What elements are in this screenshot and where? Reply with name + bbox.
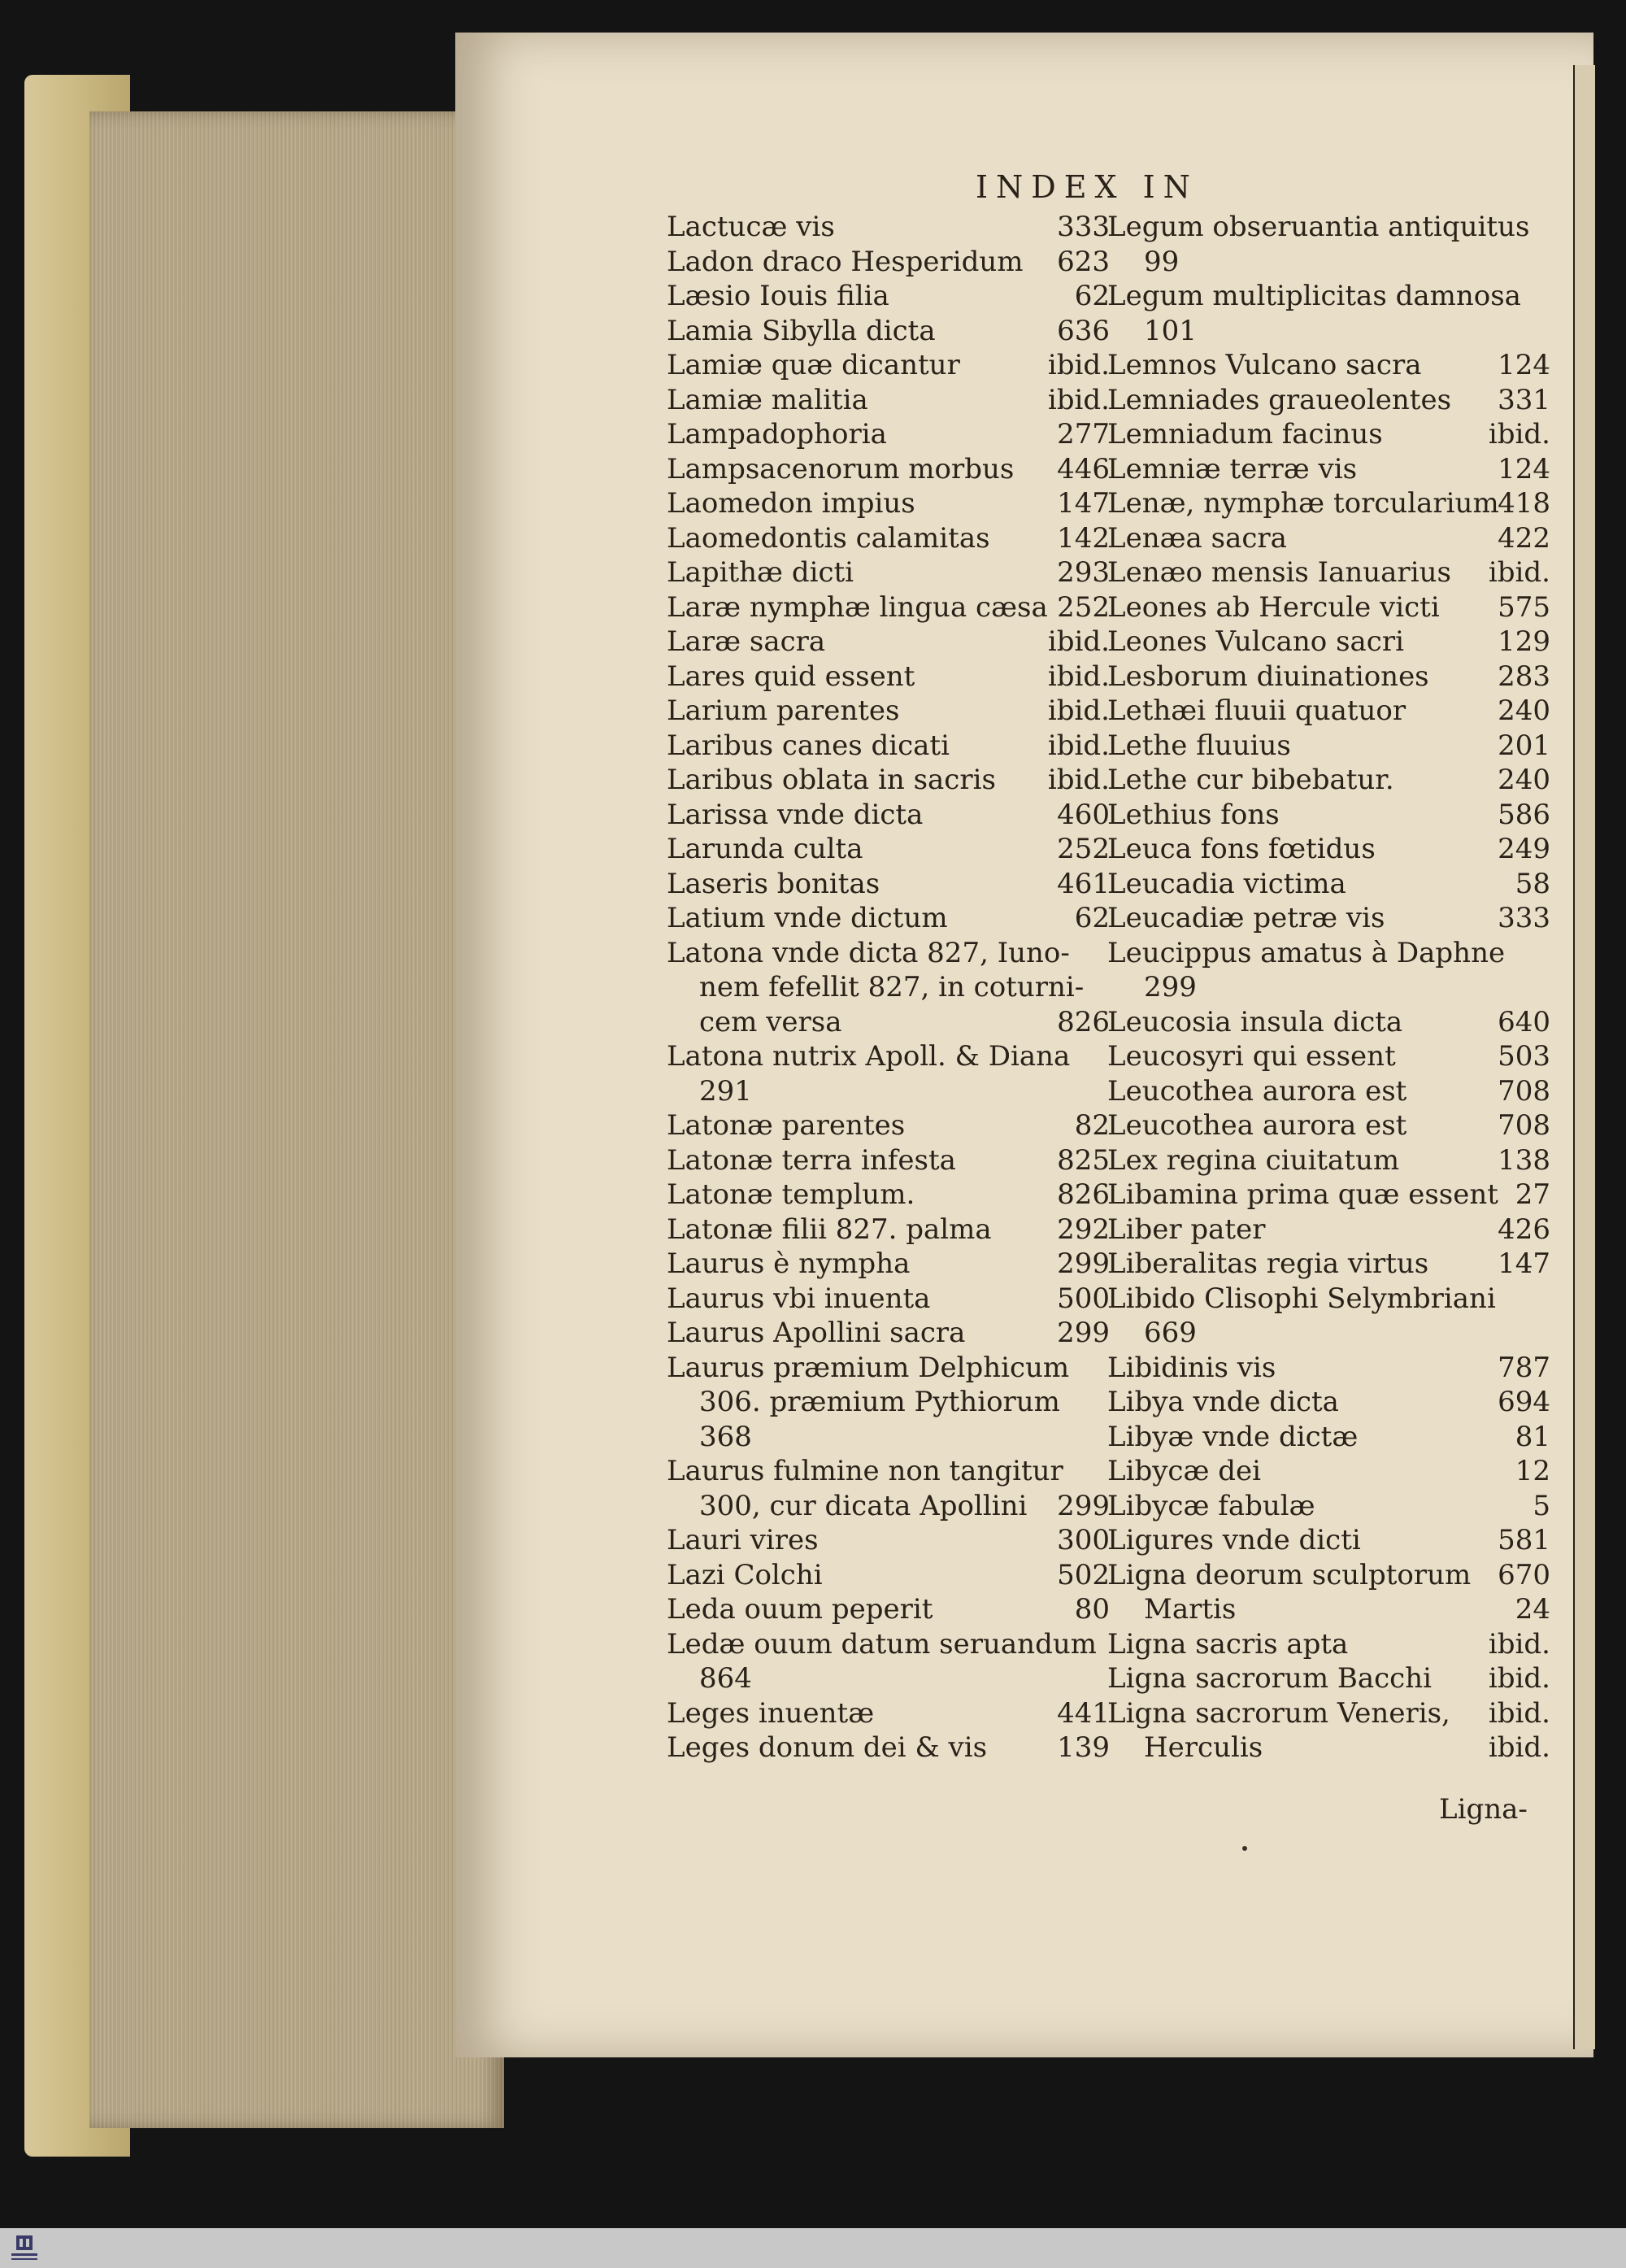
index-entry xyxy=(667,210,1110,245)
index-entry xyxy=(667,936,1110,971)
index-entry xyxy=(1107,694,1550,729)
index-term: Libamina prima quæ essent xyxy=(1107,1178,1498,1211)
index-term: Latonæ filii 827. palma xyxy=(667,1212,992,1246)
index-entry xyxy=(1107,936,1550,971)
index-page-ref: 694 xyxy=(1498,1386,1550,1418)
index-entry xyxy=(667,279,1110,314)
index-page-ref: 81 xyxy=(1515,1420,1550,1453)
index-entry xyxy=(1107,763,1550,798)
index-entry xyxy=(1107,245,1550,280)
index-entry xyxy=(667,1247,1110,1282)
index-entry xyxy=(1107,1108,1550,1143)
index-page-ref: 461 xyxy=(1057,867,1110,900)
index-term: Ligna sacris apta xyxy=(1107,1627,1349,1661)
index-term: Leges inuentæ xyxy=(667,1696,875,1730)
index-term: Ligna sacrorum Bacchi xyxy=(1107,1662,1432,1695)
index-term: Liberalitas regia virtus xyxy=(1107,1247,1429,1280)
index-entry xyxy=(667,763,1110,798)
index-entry xyxy=(667,970,1110,1005)
index-page-ref: ibid. xyxy=(1488,1662,1550,1695)
ink-speck xyxy=(1242,1846,1247,1851)
index-entry xyxy=(667,867,1110,902)
index-term: Ligures vnde dicti xyxy=(1107,1524,1361,1556)
index-entry xyxy=(1107,1074,1550,1109)
index-term: Lazi Colchi xyxy=(667,1558,823,1591)
index-entry xyxy=(1107,486,1550,521)
index-term: Ledæ ouum datum seruandum xyxy=(667,1627,1097,1661)
index-column-right xyxy=(1107,210,1550,1765)
index-term: Leuca fons fœtidus xyxy=(1107,833,1376,865)
index-term: Larium parentes xyxy=(667,694,900,727)
index-page-ref: 575 xyxy=(1498,590,1550,624)
index-entry xyxy=(667,729,1110,764)
index-term: Lactucæ vis xyxy=(667,211,835,243)
index-page-ref: 623 xyxy=(1057,245,1110,278)
index-page-ref: 293 xyxy=(1057,556,1110,589)
index-term: Lethe fluuius xyxy=(1107,729,1291,762)
index-page-ref: ibid. xyxy=(1047,764,1110,796)
index-entry xyxy=(667,901,1110,936)
index-page-ref: ibid. xyxy=(1488,1696,1550,1730)
index-term: Leucosia insula dicta xyxy=(1107,1005,1403,1038)
index-page-ref: 422 xyxy=(1498,521,1550,555)
index-entry xyxy=(1107,314,1550,349)
index-entry xyxy=(667,1316,1110,1351)
index-term: Leucippus amatus à Daphne xyxy=(1107,936,1506,969)
index-entry xyxy=(1107,1730,1550,1765)
index-page-ref: 300 xyxy=(1057,1524,1110,1556)
index-entry xyxy=(1107,1351,1550,1386)
index-entry xyxy=(1107,1558,1550,1593)
index-entry xyxy=(1107,625,1550,660)
index-term: Larunda culta xyxy=(667,833,863,865)
index-entry xyxy=(667,1523,1110,1558)
index-page-ref: ibid. xyxy=(1047,729,1110,762)
index-entry xyxy=(1107,1696,1550,1731)
index-entry xyxy=(1107,1005,1550,1040)
index-page-ref: 80 xyxy=(1074,1593,1110,1626)
index-entry xyxy=(667,486,1110,521)
index-entry xyxy=(667,521,1110,556)
index-term: 300, cur dicata Apollini xyxy=(699,1489,1028,1522)
index-entry xyxy=(667,1282,1110,1317)
index-page-ref: 124 xyxy=(1498,349,1550,381)
index-term: Laurus è nympha xyxy=(667,1247,911,1280)
index-term: Leucadiæ petræ vis xyxy=(1107,902,1385,934)
index-entry xyxy=(1107,521,1550,556)
index-term: Lenæ, nymphæ torcularium xyxy=(1107,487,1499,520)
index-term: Lex regina ciuitatum xyxy=(1107,1143,1400,1177)
index-entry xyxy=(667,1351,1110,1386)
index-page-ref: 460 xyxy=(1057,798,1110,831)
index-page-ref: 124 xyxy=(1498,452,1550,485)
index-entry xyxy=(1107,1385,1550,1420)
index-term: Latonæ terra infesta xyxy=(667,1143,956,1177)
index-entry xyxy=(1107,1247,1550,1282)
index-page-ref: 441 xyxy=(1057,1696,1110,1730)
index-entry xyxy=(1107,1316,1550,1351)
index-entry xyxy=(667,348,1110,383)
index-term: Lamia Sibylla dicta xyxy=(667,314,936,347)
index-term: Leges donum dei & vis xyxy=(667,1731,988,1764)
index-entry xyxy=(1107,1523,1550,1558)
index-page-ref: 581 xyxy=(1498,1524,1550,1556)
index-entry xyxy=(667,383,1110,418)
index-entry xyxy=(667,1178,1110,1212)
index-term: Ladon draco Hesperidum xyxy=(667,245,1024,278)
index-term: Legum multiplicitas damnosa xyxy=(1107,280,1521,312)
index-term: Laribus canes dicati xyxy=(667,729,950,762)
index-page-ref: 147 xyxy=(1498,1247,1550,1280)
index-term: Lauri vires xyxy=(667,1524,819,1556)
index-page-ref: 418 xyxy=(1498,487,1550,520)
index-term: Latonæ templum. xyxy=(667,1178,915,1211)
index-entry xyxy=(667,1108,1110,1143)
index-page-ref: 825 xyxy=(1057,1143,1110,1177)
index-page-ref: 708 xyxy=(1498,1109,1550,1142)
index-entry xyxy=(667,1074,1110,1109)
index-term: Lemniades graueolentes xyxy=(1107,383,1452,416)
facing-page-edge xyxy=(1573,65,1595,2049)
library-logo-icon xyxy=(7,2232,42,2265)
index-page-ref: 12 xyxy=(1515,1455,1550,1487)
index-page-ref: 446 xyxy=(1057,452,1110,485)
index-entry xyxy=(1107,660,1550,694)
index-term: Lethe cur bibebatur. xyxy=(1107,764,1394,796)
index-page-ref: 331 xyxy=(1498,383,1550,416)
index-page-ref: ibid. xyxy=(1488,1731,1550,1764)
index-term: 101 xyxy=(1144,314,1197,347)
index-term: Laurus Apollini sacra xyxy=(667,1317,966,1349)
index-entry xyxy=(1107,417,1550,452)
index-entry xyxy=(1107,867,1550,902)
index-entry xyxy=(667,798,1110,833)
index-entry xyxy=(667,555,1110,590)
index-page-ref: 27 xyxy=(1515,1178,1550,1211)
index-page-ref: 240 xyxy=(1498,694,1550,727)
index-entry xyxy=(1107,210,1550,245)
index-entry xyxy=(667,1039,1110,1074)
index-term: Lenæa sacra xyxy=(1107,521,1287,555)
index-entry xyxy=(667,1454,1110,1489)
index-term: Leda ouum peperit xyxy=(667,1593,933,1626)
index-entry xyxy=(1107,1178,1550,1212)
index-term: Libyæ vnde dictæ xyxy=(1107,1420,1359,1453)
index-page-ref: 147 xyxy=(1057,487,1110,520)
index-page-ref: 826 xyxy=(1057,1005,1110,1038)
index-page-ref: 502 xyxy=(1057,1558,1110,1591)
index-page-ref: 142 xyxy=(1057,521,1110,555)
index-page-ref: 58 xyxy=(1515,867,1550,900)
index-entry xyxy=(667,245,1110,280)
index-entry xyxy=(1107,1661,1550,1696)
index-page-ref: 240 xyxy=(1498,764,1550,796)
index-entry xyxy=(667,1730,1110,1765)
index-entry xyxy=(667,314,1110,349)
index-page-ref: 24 xyxy=(1515,1593,1550,1626)
index-entry xyxy=(1107,348,1550,383)
index-entry xyxy=(1107,1282,1550,1317)
index-term: 368 xyxy=(699,1420,752,1453)
index-entry xyxy=(667,1627,1110,1662)
index-page-ref: 82 xyxy=(1074,1109,1110,1142)
index-term: Leucothea aurora est xyxy=(1107,1074,1407,1108)
index-term: Martis xyxy=(1144,1593,1237,1626)
index-page-ref: 500 xyxy=(1057,1282,1110,1315)
index-entry xyxy=(1107,1489,1550,1524)
index-page-ref: ibid. xyxy=(1488,418,1550,451)
index-entry xyxy=(667,1143,1110,1178)
index-entry xyxy=(667,832,1110,867)
index-term: Lemniæ terræ vis xyxy=(1107,452,1358,485)
index-term: Leucosyri qui essent xyxy=(1107,1040,1396,1073)
index-term: Læsio Iouis filia xyxy=(667,280,889,312)
index-term: Larissa vnde dicta xyxy=(667,798,924,831)
index-entry xyxy=(667,660,1110,694)
index-page-ref: 503 xyxy=(1498,1040,1550,1073)
index-page-ref: 299 xyxy=(1057,1247,1110,1280)
index-term: Laseris bonitas xyxy=(667,867,880,900)
index-page-ref: 252 xyxy=(1057,833,1110,865)
index-term: Ligna deorum sculptorum xyxy=(1107,1558,1472,1591)
viewer-footer-bar xyxy=(0,2228,1626,2268)
index-page-ref: 299 xyxy=(1057,1317,1110,1349)
index-term: Latium vnde dictum xyxy=(667,902,948,934)
index-entry xyxy=(667,1420,1110,1455)
index-term: Lapithæ dicti xyxy=(667,556,854,589)
index-entry xyxy=(1107,1454,1550,1489)
index-page-ref: 708 xyxy=(1498,1074,1550,1108)
index-entry xyxy=(1107,1212,1550,1247)
index-entry xyxy=(667,590,1110,625)
index-term: Lares quid essent xyxy=(667,660,915,693)
index-entry xyxy=(667,1005,1110,1040)
index-page-ref: 5 xyxy=(1533,1489,1550,1522)
index-term: Libya vnde dicta xyxy=(1107,1386,1339,1418)
running-head: INDEX IN xyxy=(976,169,1198,205)
index-term: Libycæ fabulæ xyxy=(1107,1489,1315,1522)
index-term: Lethæi fluuii quatuor xyxy=(1107,694,1406,727)
index-term: Lampadophoria xyxy=(667,418,887,451)
index-entry xyxy=(1107,970,1550,1005)
index-term: Leucadia victima xyxy=(1107,867,1346,900)
index-page-ref: 249 xyxy=(1498,833,1550,865)
index-entry xyxy=(667,625,1110,660)
index-term: Laræ nymphæ lingua cæsa xyxy=(667,590,1048,624)
index-entry xyxy=(1107,1143,1550,1178)
index-term: Laræ sacra xyxy=(667,625,826,658)
index-entry xyxy=(1107,901,1550,936)
index-entry xyxy=(1107,590,1550,625)
index-term: Lethius fons xyxy=(1107,798,1280,831)
index-entry xyxy=(1107,832,1550,867)
index-entry xyxy=(1107,383,1550,418)
index-term: 306. præmium Pythiorum xyxy=(699,1386,1060,1418)
index-term: Legum obseruantia antiquitus xyxy=(1107,211,1530,243)
index-page-ref: 586 xyxy=(1498,798,1550,831)
index-entry xyxy=(1107,798,1550,833)
index-term: 864 xyxy=(699,1662,752,1695)
index-entry xyxy=(667,1385,1110,1420)
index-term: Leones ab Hercule victi xyxy=(1107,590,1440,624)
index-term: Laomedontis calamitas xyxy=(667,521,990,555)
index-entry xyxy=(1107,279,1550,314)
index-term: 291 xyxy=(699,1074,752,1108)
index-page-ref: ibid. xyxy=(1047,349,1110,381)
index-entry xyxy=(1107,1039,1550,1074)
index-page-ref: 640 xyxy=(1498,1005,1550,1038)
index-term: Latonæ parentes xyxy=(667,1109,906,1142)
index-term: Laurus præmium Delphicum xyxy=(667,1351,1070,1384)
index-term: Laurus fulmine non tangitur xyxy=(667,1455,1063,1487)
catchword: Ligna- xyxy=(1439,1793,1528,1826)
index-page-ref: 826 xyxy=(1057,1178,1110,1211)
index-page-ref: 201 xyxy=(1498,729,1550,762)
index-entry xyxy=(1107,1592,1550,1627)
index-page-ref: ibid. xyxy=(1047,383,1110,416)
index-page-ref: 426 xyxy=(1498,1212,1550,1246)
page-edges xyxy=(89,111,504,2128)
index-term: Ligna sacrorum Veneris, xyxy=(1107,1696,1450,1730)
index-entry xyxy=(1107,555,1550,590)
index-page-ref: 62 xyxy=(1074,902,1110,934)
index-page-ref: 670 xyxy=(1498,1558,1550,1591)
index-page-ref: 333 xyxy=(1498,902,1550,934)
index-page-ref: 292 xyxy=(1057,1212,1110,1246)
index-page-ref: 299 xyxy=(1057,1489,1110,1522)
index-page-ref: ibid. xyxy=(1047,625,1110,658)
index-term: Lamiæ quæ dicantur xyxy=(667,349,960,381)
index-term: Latona nutrix Apoll. & Diana xyxy=(667,1040,1071,1073)
index-page-ref: ibid. xyxy=(1047,660,1110,693)
index-entry xyxy=(1107,729,1550,764)
index-term: Lenæo mensis Ianuarius xyxy=(1107,556,1451,589)
index-term: Libycæ dei xyxy=(1107,1455,1261,1487)
index-page-ref: ibid. xyxy=(1488,1627,1550,1661)
index-term: Laurus vbi inuenta xyxy=(667,1282,931,1315)
index-term: nem fefellit 827, in coturni- xyxy=(699,971,1085,1003)
index-term: Libidinis vis xyxy=(1107,1351,1276,1384)
index-term: 99 xyxy=(1144,245,1180,278)
index-page-ref: 787 xyxy=(1498,1351,1550,1384)
index-term: Liber pater xyxy=(1107,1212,1266,1246)
index-column-left xyxy=(667,210,1110,1765)
index-term: Lemnos Vulcano sacra xyxy=(1107,349,1422,381)
index-entry xyxy=(667,1558,1110,1593)
index-term: 299 xyxy=(1144,971,1197,1003)
index-term: Lamiæ malitia xyxy=(667,383,868,416)
index-page-ref: 277 xyxy=(1057,418,1110,451)
index-term: Laribus oblata in sacris xyxy=(667,764,996,796)
index-entry xyxy=(667,694,1110,729)
index-term: Leones Vulcano sacri xyxy=(1107,625,1404,658)
index-entry xyxy=(667,1592,1110,1627)
index-term: cem versa xyxy=(699,1005,842,1038)
index-entry xyxy=(667,1696,1110,1731)
index-term: Lampsacenorum morbus xyxy=(667,452,1015,485)
index-term: Lesborum diuinationes xyxy=(1107,660,1429,693)
index-term: Latona vnde dicta 827, Iuno- xyxy=(667,936,1070,969)
index-page-ref: 129 xyxy=(1498,625,1550,658)
index-term: Leucothea aurora est xyxy=(1107,1109,1407,1142)
index-page-ref: ibid. xyxy=(1047,694,1110,727)
index-page-ref: 139 xyxy=(1057,1731,1110,1764)
index-page-ref: 252 xyxy=(1057,590,1110,624)
index-entry xyxy=(667,1212,1110,1247)
index-term: 669 xyxy=(1144,1317,1197,1349)
index-page-ref: 333 xyxy=(1057,211,1110,243)
index-term: Lemniadum facinus xyxy=(1107,418,1383,451)
index-entry xyxy=(667,1661,1110,1696)
index-page-ref: 283 xyxy=(1498,660,1550,693)
index-entry xyxy=(1107,1420,1550,1455)
index-page-ref: 62 xyxy=(1074,280,1110,312)
index-entry xyxy=(667,1489,1110,1524)
index-term: Laomedon impius xyxy=(667,487,915,520)
index-entry xyxy=(667,417,1110,452)
index-term: Libido Clisophi Selymbriani xyxy=(1107,1282,1496,1315)
index-entry xyxy=(667,452,1110,487)
index-page-ref: ibid. xyxy=(1488,556,1550,589)
index-entry xyxy=(1107,1627,1550,1662)
index-page-ref: 636 xyxy=(1057,314,1110,347)
index-page-ref: 138 xyxy=(1498,1143,1550,1177)
index-entry xyxy=(1107,452,1550,487)
index-term: Herculis xyxy=(1144,1731,1263,1764)
